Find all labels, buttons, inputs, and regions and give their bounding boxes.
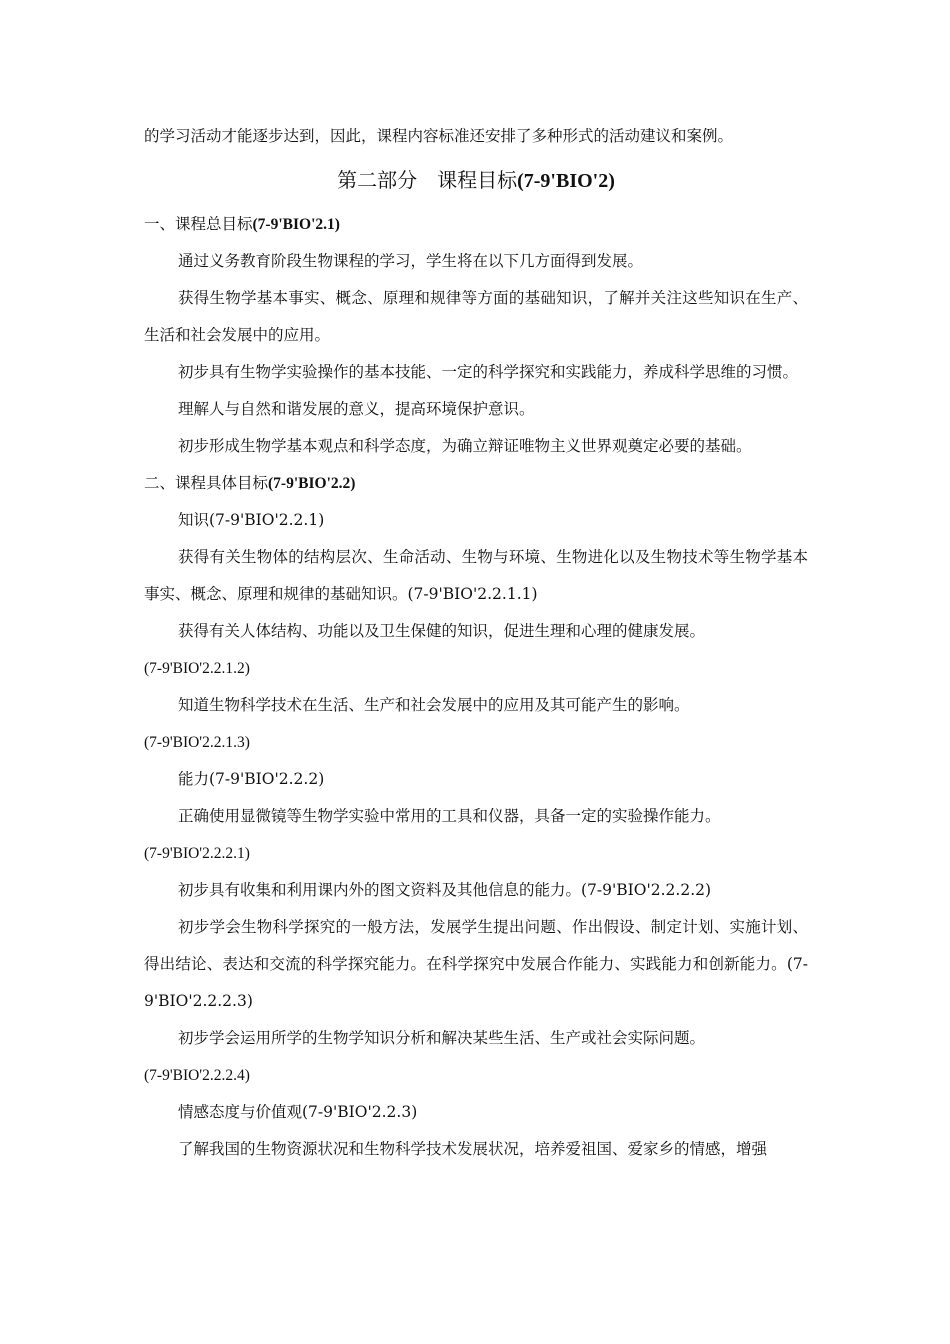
paragraph-ability-1: 正确使用显微镜等生物学实验中常用的工具和仪器，具备一定的实验操作能力。 [178,807,721,825]
paragraph-goal-skills: 初步具有生物学实验操作的基本技能、一定的科学探究和实践能力，养成科学思维的习惯。 [178,363,799,381]
subheading-knowledge: 知识(7-9'BIO'2.2.1) [178,511,325,529]
heading-specific-goals-code: (7-9'BIO'2.2) [268,475,356,492]
paragraph-intro: 通过义务教育阶段生物课程的学习，学生将在以下几方面得到发展。 [178,252,644,270]
heading-overall-goals [144,206,808,243]
subheading-attitude-values: 情感态度与价值观(7-9'BIO'2.2.3) [178,1103,418,1121]
paragraph-ability-1-ref: (7-9'BIO'2.2.2.1) [144,845,250,862]
heading-overall-goals-text: 一、课程总目标 [144,215,253,233]
section-title-text: 第二部分 课程目标 [337,168,518,192]
heading-specific-goals-text: 二、课程具体目标 [144,474,269,492]
section-title-code: (7-9'BIO'2) [517,170,615,192]
section-title [144,155,808,206]
paragraph-ability-4: 初步学会运用所学的生物学知识分析和解决某些生活、生产或社会实际问题。 [178,1029,706,1047]
paragraph-knowledge-1: 获得有关生物体的结构层次、生命活动、生物与环境、生物进化以及生物技术等生物学基本事实、概念、原理和规律的基础知识。(7-9'BIO'2.2.1.1) [144,548,808,603]
paragraph-goal-environment: 理解人与自然和谐发展的意义，提高环境保护意识。 [178,400,535,418]
subheading-ability: 能力(7-9'BIO'2.2.2) [178,770,325,788]
paragraph-ability-3: 初步学会生物科学探究的一般方法，发展学生提出问题、作出假设、制定计划、实施计划、得出结论、表达和交流的科学探究能力。在科学探究中发展合作能力、实践能力和创新能力。(7-9'BIO'2.2.2.3) [144,918,808,1010]
paragraph-knowledge-2: 获得有关人体结构、功能以及卫生保健的知识，促进生理和心理的健康发展。 [178,622,706,640]
paragraph-knowledge-3: 知道生物科学技术在生活、生产和社会发展中的应用及其可能产生的影响。 [178,696,690,714]
paragraph-goal-attitude: 初步形成生物学基本观点和科学态度，为确立辩证唯物主义世界观奠定必要的基础。 [178,437,752,455]
paragraph-attitude-1: 了解我国的生物资源状况和生物科学技术发展状况，培养爱祖国、爱家乡的情感，增强 [178,1140,768,1158]
paragraph-knowledge-2-ref: (7-9'BIO'2.2.1.2) [144,660,250,677]
paragraph-ability-4-ref: (7-9'BIO'2.2.2.4) [144,1067,250,1084]
paragraph-continuation: 的学习活动才能逐步达到，因此，课程内容标准还安排了多种形式的活动建议和案例。 [144,127,734,145]
heading-specific-goals [144,465,808,502]
paragraph-ability-2: 初步具有收集和利用课内外的图文资料及其他信息的能力。(7-9'BIO'2.2.2.2) [178,881,712,899]
paragraph-knowledge-3-ref: (7-9'BIO'2.2.1.3) [144,734,250,751]
document-body [144,118,808,1168]
paragraph-goal-knowledge: 获得生物学基本事实、概念、原理和规律等方面的基础知识，了解并关注这些知识在生产、生活和社会发展中的应用。 [144,289,808,344]
heading-overall-goals-code: (7-9'BIO'2.1) [252,216,340,233]
